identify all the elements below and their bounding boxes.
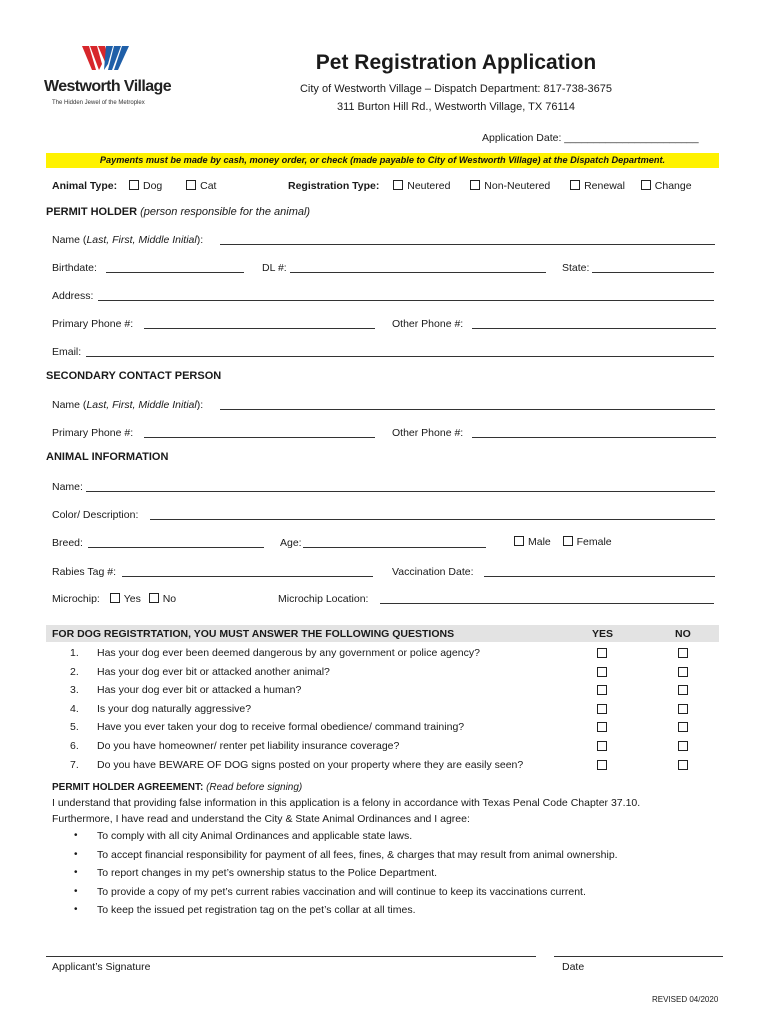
registration-type-row bbox=[288, 180, 692, 192]
age-input[interactable] bbox=[303, 547, 486, 548]
microchip-yes-label: Yes bbox=[123, 593, 141, 605]
renewal-checkbox[interactable] bbox=[570, 180, 580, 190]
microchip-no-label: No bbox=[162, 593, 177, 605]
permit-holder-name-input[interactable] bbox=[220, 244, 715, 245]
question-yes-checkbox[interactable] bbox=[597, 760, 607, 770]
microchip-row bbox=[52, 593, 176, 605]
signature-date-label: Date bbox=[562, 961, 585, 973]
microchip-yes-checkbox[interactable] bbox=[110, 593, 120, 603]
question-number: 5. bbox=[70, 721, 79, 734]
address-label: Address: bbox=[52, 290, 94, 302]
question-number: 1. bbox=[70, 647, 79, 659]
secondary-name-input[interactable] bbox=[220, 409, 715, 410]
question-no-checkbox[interactable] bbox=[678, 704, 688, 714]
other-phone-label: Other Phone #: bbox=[392, 318, 464, 330]
logo-tagline: The Hidden Jewel of the Metroplex bbox=[52, 100, 145, 106]
microchip-location-input[interactable] bbox=[380, 603, 714, 604]
rabies-tag-input[interactable] bbox=[122, 576, 373, 577]
renewal-option-label: Renewal bbox=[584, 180, 625, 192]
yes-column-header: YES bbox=[592, 628, 614, 640]
female-checkbox[interactable] bbox=[563, 536, 573, 546]
birthdate-input[interactable] bbox=[106, 272, 244, 273]
question-no-checkbox[interactable] bbox=[678, 722, 688, 732]
applicant-signature-line[interactable] bbox=[46, 956, 536, 957]
question-number: 2. bbox=[70, 665, 79, 678]
name-label-suffix: ): bbox=[196, 234, 204, 246]
question-text: Do you have homeowner/ renter pet liability insurance coverage? bbox=[97, 740, 400, 752]
question-yes-checkbox[interactable] bbox=[597, 648, 607, 658]
color-description-label: Color/ Description: bbox=[52, 509, 139, 521]
female-option-label: Female bbox=[576, 536, 612, 548]
sex-options bbox=[514, 536, 612, 548]
primary-phone-input[interactable] bbox=[144, 328, 375, 329]
application-date-field[interactable]: Application Date: _______________________ bbox=[482, 132, 699, 144]
non-neutered-option-label: Non-Neutered bbox=[484, 180, 551, 192]
logo-name: Westworth Village bbox=[44, 78, 172, 95]
bullet-icon: • bbox=[74, 867, 78, 878]
bullet-icon: • bbox=[74, 904, 78, 915]
change-checkbox[interactable] bbox=[641, 180, 651, 190]
question-yes-checkbox[interactable] bbox=[597, 704, 607, 714]
dog-checkbox[interactable] bbox=[129, 180, 139, 190]
question-number: 3. bbox=[70, 684, 79, 697]
secondary-name-italic: Last, First, Middle Initial bbox=[86, 399, 197, 411]
question-number: 7. bbox=[70, 758, 79, 771]
permit-holder-heading bbox=[46, 206, 310, 218]
dog-questions-heading: FOR DOG REGISTRTATION, YOU MUST ANSWER THE FOLLOWING QUESTIONS bbox=[52, 628, 455, 640]
email-label: Email: bbox=[52, 346, 82, 358]
secondary-name-label bbox=[52, 399, 203, 411]
neutered-checkbox[interactable] bbox=[393, 180, 403, 190]
change-option-label: Change bbox=[654, 180, 692, 192]
cat-option-label: Cat bbox=[200, 180, 217, 192]
permit-holder-name-label bbox=[52, 234, 203, 246]
page-title: Pet Registration Application bbox=[315, 51, 597, 74]
secondary-name-suffix: ): bbox=[196, 399, 204, 411]
state-label: State: bbox=[562, 262, 590, 274]
secondary-other-phone-input[interactable] bbox=[472, 437, 716, 438]
question-no-checkbox[interactable] bbox=[678, 760, 688, 770]
name-label-italic: Last, First, Middle Initial bbox=[86, 234, 197, 246]
applicant-signature-label: Applicant’s Signature bbox=[52, 961, 151, 973]
animal-information-heading: ANIMAL INFORMATION bbox=[46, 451, 169, 463]
dl-label: DL #: bbox=[262, 262, 287, 274]
animal-type-row bbox=[52, 180, 216, 192]
agreement-heading-note: (Read before signing) bbox=[206, 782, 303, 793]
question-number: 6. bbox=[70, 740, 79, 752]
vaccination-date-label: Vaccination Date: bbox=[392, 566, 474, 578]
question-yes-checkbox[interactable] bbox=[597, 741, 607, 751]
color-description-input[interactable] bbox=[150, 519, 715, 520]
question-text: Have you ever taken your dog to receive formal obedience/ command training? bbox=[97, 721, 465, 734]
bullet-icon: • bbox=[74, 830, 78, 841]
cat-checkbox[interactable] bbox=[186, 180, 196, 190]
permit-holder-heading-note: (person responsible for the animal) bbox=[140, 206, 311, 218]
signature-date-line[interactable] bbox=[554, 956, 723, 957]
header-address-line: 311 Burton Hill Rd., Westworth Village, TX 76114 bbox=[336, 101, 576, 113]
agreement-bullet-text: To provide a copy of my pet’s current rabies vaccination and will continue to keep its vaccinations current. bbox=[97, 885, 586, 898]
question-yes-checkbox[interactable] bbox=[597, 722, 607, 732]
male-option-label: Male bbox=[528, 536, 551, 548]
question-text: Has your dog ever bit or attacked another animal? bbox=[97, 665, 330, 678]
animal-name-label: Name: bbox=[52, 481, 83, 493]
microchip-location-label: Microchip Location: bbox=[278, 593, 369, 605]
secondary-other-phone-label: Other Phone #: bbox=[392, 427, 464, 439]
primary-phone-label: Primary Phone #: bbox=[52, 318, 134, 330]
male-checkbox[interactable] bbox=[514, 536, 524, 546]
vaccination-date-input[interactable] bbox=[484, 576, 715, 577]
animal-name-input[interactable] bbox=[86, 491, 715, 492]
email-input[interactable] bbox=[86, 356, 714, 357]
agreement-bullet-text: To accept financial responsibility for payment of all fees, fines, & charges that may result from animal ownership. bbox=[97, 848, 618, 861]
secondary-primary-phone-input[interactable] bbox=[144, 437, 375, 438]
agreement-heading bbox=[52, 782, 302, 793]
address-input[interactable] bbox=[98, 300, 714, 301]
animal-type-label: Animal Type: bbox=[52, 180, 118, 192]
payment-notice-banner bbox=[46, 153, 719, 168]
agreement-line-1: I understand that providing false information in this application is a felony in accordance with Texas Penal Code Chapter 37.10. bbox=[52, 797, 641, 809]
question-no-checkbox[interactable] bbox=[678, 741, 688, 751]
agreement-bullet-text: To keep the issued pet registration tag on the pet’s collar at all times. bbox=[97, 904, 416, 916]
dl-input[interactable] bbox=[290, 272, 546, 273]
question-number: 4. bbox=[70, 702, 79, 715]
bullet-icon: • bbox=[74, 885, 78, 897]
secondary-name-prefix: Name ( bbox=[52, 399, 87, 411]
birthdate-label: Birthdate: bbox=[52, 262, 97, 274]
breed-label: Breed: bbox=[52, 537, 83, 549]
state-input[interactable] bbox=[592, 272, 714, 273]
question-text: Has your dog ever been deemed dangerous by any government or police agency? bbox=[97, 647, 480, 659]
registration-type-label: Registration Type: bbox=[288, 180, 380, 192]
bullet-icon: • bbox=[74, 848, 78, 860]
header-dispatch-line: City of Westworth Village – Dispatch Department: 817-738-3675 bbox=[299, 83, 613, 95]
breed-input[interactable] bbox=[88, 547, 264, 548]
name-label-prefix: Name ( bbox=[52, 234, 87, 246]
microchip-no-checkbox[interactable] bbox=[149, 593, 159, 603]
question-text: Do you have BEWARE OF DOG signs posted on your property where they are easily seen? bbox=[97, 758, 524, 771]
microchip-label: Microchip: bbox=[52, 593, 100, 605]
question-yes-checkbox[interactable] bbox=[597, 685, 607, 695]
agreement-bullet-text: To comply with all city Animal Ordinances and applicable state laws. bbox=[97, 830, 413, 842]
question-no-checkbox[interactable] bbox=[678, 667, 688, 677]
no-column-header: NO bbox=[675, 628, 691, 640]
question-yes-checkbox[interactable] bbox=[597, 667, 607, 677]
question-no-checkbox[interactable] bbox=[678, 685, 688, 695]
secondary-primary-phone-label: Primary Phone #: bbox=[52, 427, 134, 439]
permit-holder-heading-text: PERMIT HOLDER bbox=[46, 206, 138, 218]
other-phone-input[interactable] bbox=[472, 328, 716, 329]
secondary-contact-heading: SECONDARY CONTACT PERSON bbox=[46, 370, 222, 382]
revised-date: REVISED 04/2020 bbox=[652, 995, 719, 1004]
payment-notice-text: Payments must be made by cash, money order, or check (made payable to City of Westworth Village) at the Dispatch Department. bbox=[99, 155, 666, 165]
non-neutered-checkbox[interactable] bbox=[470, 180, 480, 190]
question-text: Has your dog ever bit or attacked a human? bbox=[97, 684, 302, 697]
question-text: Is your dog naturally aggressive? bbox=[97, 702, 252, 715]
age-label: Age: bbox=[280, 537, 302, 549]
agreement-line-2: Furthermore, I have read and understand the City & State Animal Ordinances and I agree: bbox=[52, 813, 470, 825]
agreement-bullet-text: To report changes in my pet’s ownership status to the Police Department. bbox=[97, 867, 438, 879]
question-no-checkbox[interactable] bbox=[678, 648, 688, 658]
dog-option-label: Dog bbox=[143, 180, 163, 192]
neutered-option-label: Neutered bbox=[407, 180, 451, 192]
agreement-heading-text: PERMIT HOLDER AGREEMENT: bbox=[52, 782, 204, 793]
rabies-tag-label: Rabies Tag #: bbox=[52, 566, 117, 578]
